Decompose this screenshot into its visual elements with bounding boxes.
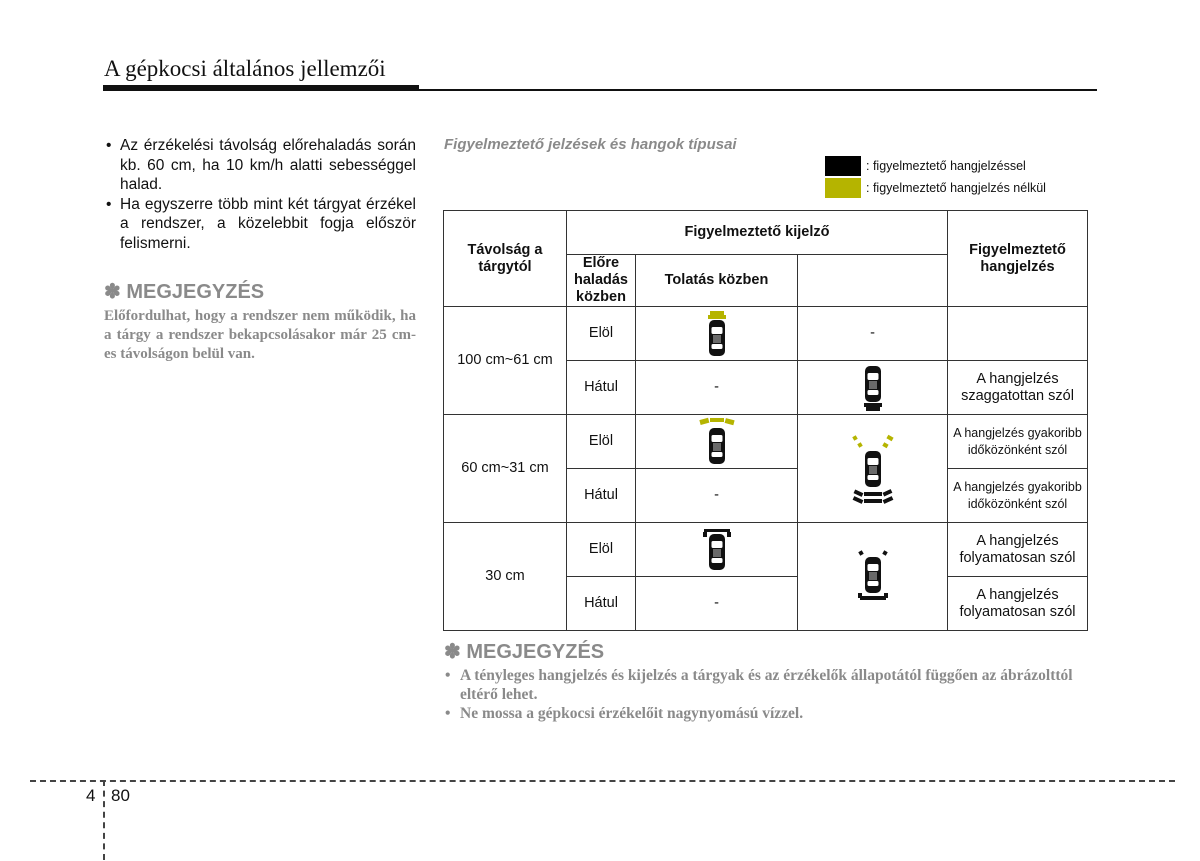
header-sound: Figyelmeztető hangjelzés xyxy=(948,211,1088,307)
header-distance: Távolság a tárgytól xyxy=(444,211,567,307)
distance-cell: 60 cm~31 cm xyxy=(444,415,567,523)
chapter-number: 4 xyxy=(86,786,96,805)
header-rule-thin xyxy=(419,89,1097,91)
sound-cell: A hangjelzés gyakoribb időközönként szól xyxy=(948,415,1088,469)
dash-cell: - xyxy=(636,577,798,631)
car-front-near-icon xyxy=(636,307,798,361)
sound-cell xyxy=(948,307,1088,361)
car-front-mid-icon xyxy=(636,415,798,469)
header-forward: Előre haladás közben xyxy=(567,255,636,307)
bullet-list xyxy=(104,136,416,253)
dash-cell: - xyxy=(798,307,948,361)
car-front-close-icon xyxy=(636,523,798,577)
left-column xyxy=(104,136,416,364)
bullet-item: • Ha egyszerre több mint két tárgyat érzékel a rendszer, a közelebbit fogja először felismerni. xyxy=(104,195,416,254)
legend-swatch-yellow xyxy=(825,178,861,198)
header-rule-thick xyxy=(103,85,419,91)
sensor-warning-table xyxy=(443,210,1088,631)
note-title: ✽ MEGJEGYZÉS xyxy=(104,281,265,303)
bullet-item: • Az érzékelési távolság előrehaladás során kb. 60 cm, ha 10 km/h alatti sebességgel halad. xyxy=(104,136,416,195)
position-label: Hátul xyxy=(567,577,636,631)
note-item: • A tényleges hangjelzés és kijelzés a tárgyak és az érzékelők állapotától függően az ábrázolttól eltérő lehet. xyxy=(444,666,1098,704)
legend-swatch-black xyxy=(825,156,861,176)
legend-row-with-sound xyxy=(825,156,1026,176)
note-list-2 xyxy=(444,666,1098,723)
sound-cell: A hangjelzés folyamatosan szól xyxy=(948,577,1088,631)
distance-cell: 30 cm xyxy=(444,523,567,631)
legend-label: : figyelmeztető hangjelzés nélkül xyxy=(866,181,1046,195)
sound-cell: A hangjelzés gyakoribb időközönként szól xyxy=(948,469,1088,523)
legend-label: : figyelmeztető hangjelzéssel xyxy=(866,159,1026,173)
car-rear-near-icon xyxy=(798,361,948,415)
sound-cell: A hangjelzés szaggatottan szól xyxy=(948,361,1088,415)
distance-cell: 100 cm~61 cm xyxy=(444,307,567,415)
section-title: Figyelmeztető jelzések és hangok típusai xyxy=(444,136,737,153)
footer-dashed-divider xyxy=(103,780,105,860)
page-header-title: A gépkocsi általános jellemzői xyxy=(104,56,386,81)
car-rear-mid-icon xyxy=(798,415,948,523)
dash-cell: - xyxy=(636,361,798,415)
legend-row-without-sound xyxy=(825,178,1046,198)
footer-dashed-rule xyxy=(30,780,1175,782)
car-rear-close-icon xyxy=(798,523,948,631)
page-number: 80 xyxy=(111,786,130,805)
position-label: Hátul xyxy=(567,361,636,415)
position-label: Elöl xyxy=(567,523,636,577)
header-display: Figyelmeztető kijelző xyxy=(567,211,948,255)
position-label: Elöl xyxy=(567,415,636,469)
note-body: Előfordulhat, hogy a rendszer nem működik, ha a tárgy a rendszer bekapcsolásakor már 25 cm-es távolságon belül van. xyxy=(104,307,416,362)
note-title-2: ✽ MEGJEGYZÉS xyxy=(444,641,605,663)
dash-cell: - xyxy=(636,469,798,523)
table-row xyxy=(444,523,1088,577)
position-label: Hátul xyxy=(567,469,636,523)
table-row xyxy=(444,307,1088,361)
sound-cell: A hangjelzés folyamatosan szól xyxy=(948,523,1088,577)
table-row xyxy=(444,415,1088,469)
header-reverse: Tolatás közben xyxy=(636,255,798,307)
note-item: • Ne mossa a gépkocsi érzékelőit nagynyomású vízzel. xyxy=(444,704,1098,723)
position-label: Elöl xyxy=(567,307,636,361)
